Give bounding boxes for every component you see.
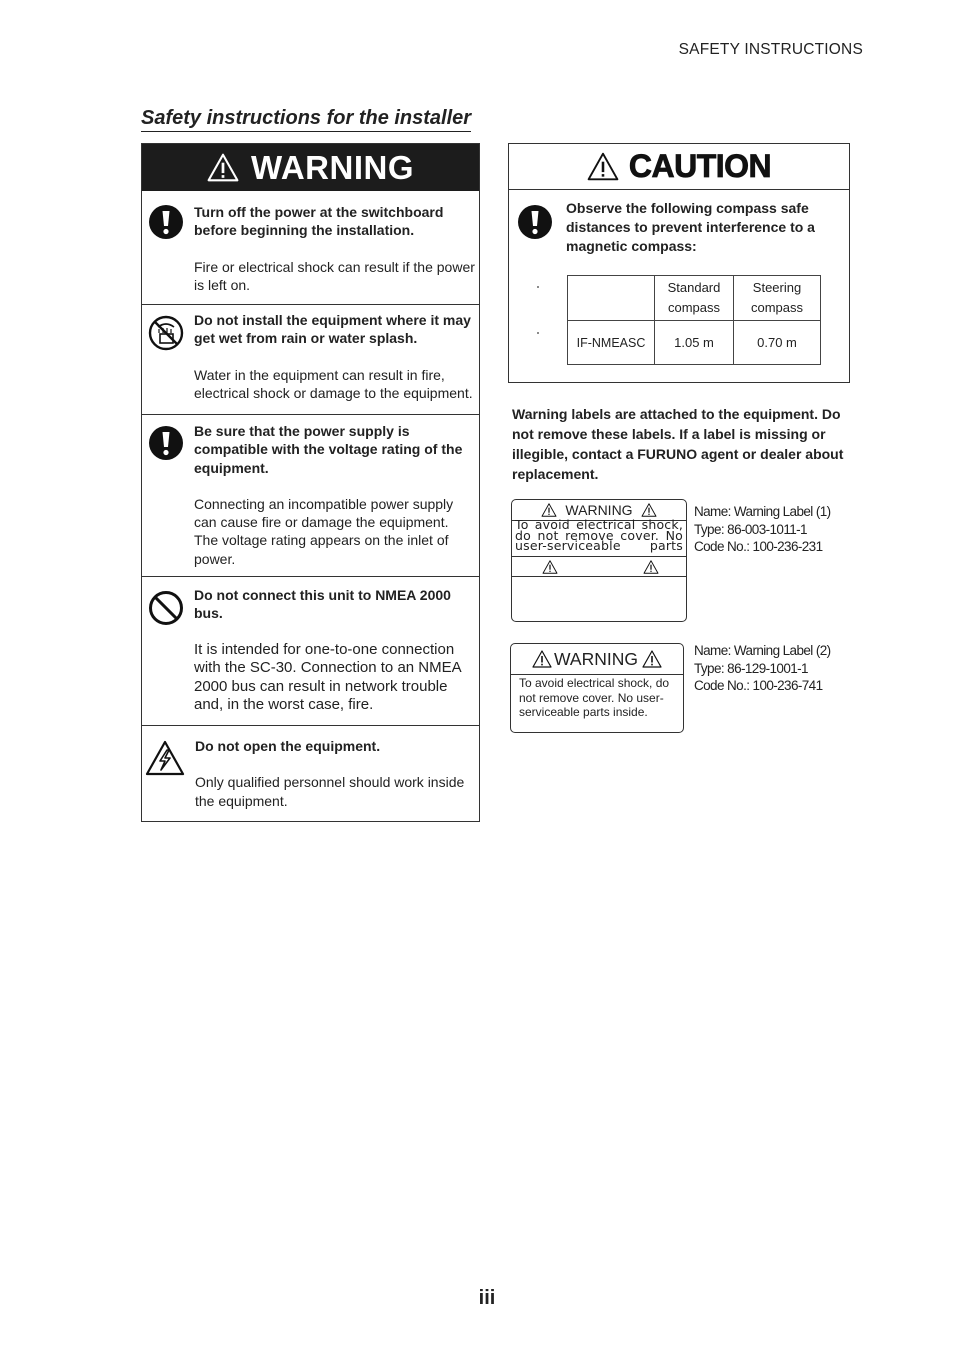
warning-label-2 [510,643,684,733]
label-2-text: To avoid electrical shock, do not remove cover. No user-serviceable parts inside. [519,676,670,719]
label-2-title-bar [511,644,683,675]
label-1-type: Type: 86-003-1011-1 [694,521,807,537]
no-water-icon [148,315,184,351]
caution-header-label: CAUTION [628,148,772,184]
table-header-cell: Standard compass [655,276,734,321]
label-1-code: Code No.: 100-236-231 [694,539,823,554]
warning-triangle-icon [532,650,552,668]
table-cell: 0.70 m [734,321,821,365]
exclamation-icon [517,204,553,240]
running-head: SAFETY INSTRUCTIONS [678,41,863,58]
electric-shock-icon [145,740,185,776]
compass-distance-table [567,275,821,365]
warning-item-heading: Turn off the power at the switchboard before beginning the installation. [194,204,444,239]
warning-item-heading: Do not connect this unit to NMEA 2000 bus. [194,587,451,622]
table-header-cell [568,276,655,321]
label-1-icon-row [512,556,686,577]
warning-item [142,726,479,821]
label-2-type: Type: 86-129-1001-1 [694,660,808,676]
warning-label-1 [511,499,687,622]
warning-triangle-icon [642,650,662,668]
warning-item [142,415,479,577]
label-1-info [694,503,831,556]
prohibited-icon [148,590,184,626]
table-cell: 1.05 m [655,321,734,365]
warning-triangle-icon [207,153,239,182]
label-1-name: Name: Warning Label (1) [694,504,831,519]
label-1-text: To avoid electrical shock, do not remove cover. No user-serviceable parts [515,517,683,553]
exclamation-icon [148,425,184,461]
caution-box [508,143,850,383]
warning-header-label: WARNING [251,148,414,186]
warning-item-heading: Do not install the equipment where it may get wet from rain or water splash. [194,312,471,347]
exclamation-icon [148,204,184,240]
warning-triangle-icon [542,560,558,574]
warning-item-text: Connecting an incompatible power supply can cause fire or damage the equipment. The voltage rating appears on the inlet of power. [194,495,454,567]
warning-item-text: Fire or electrical shock can result if the power is left on. [194,258,475,293]
warning-triangle-icon [641,503,657,517]
warning-item [142,577,479,726]
warning-item-heading: Do not open the equipment. [195,738,381,754]
dot-mark [537,332,539,334]
caution-text: Observe the following compass safe distances to prevent interference to a magnetic compass: [566,200,815,254]
warning-item-text: Water in the equipment can result in fire, electrical shock or damage to the equipment. [194,366,473,401]
labels-note: Warning labels are attached to the equipment. Do not remove these labels. If a label is missing or illegible, contact a FURUNO agent or dealer about replacement. [512,406,844,482]
label-2-info [694,642,831,695]
warning-item-text: It is intended for one-to-one connection with the SC-30. Connection to an NMEA 2000 bus can result in network trouble and, in the worst case, fire. [194,640,461,714]
dot-mark [537,286,539,288]
warning-box [141,143,480,822]
warning-item-heading: Be sure that the power supply is compatible with the voltage rating of the equipment. [194,423,463,476]
warning-triangle-icon [541,503,557,517]
table-header-row [568,276,821,321]
warning-triangle-icon [643,560,659,574]
label-1-title: WARNING [565,502,633,518]
table-row [568,321,821,365]
label-2-code: Code No.: 100-236-741 [694,678,823,693]
caution-header [509,144,849,190]
warning-item [142,191,479,305]
table-header-cell: Steering compass [734,276,821,321]
warning-item [142,305,479,415]
page-number: iii [478,1287,496,1309]
section-title: Safety instructions for the installer [141,106,471,132]
label-2-name: Name: Warning Label (2) [694,643,831,658]
warning-item-text: Only qualified personnel should work inside the equipment. [195,774,465,809]
table-cell: IF-NMEASC [568,321,655,365]
warning-header [142,144,479,191]
caution-triangle-icon [587,152,619,181]
label-2-title: WARNING [554,648,638,669]
